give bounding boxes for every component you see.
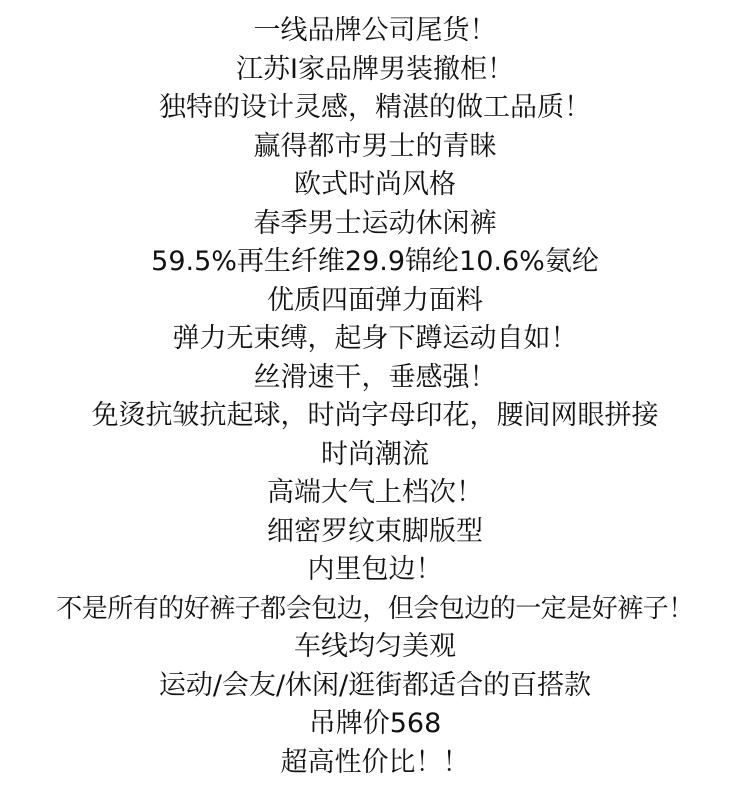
text-line-freedom-of-movement: 弹力无束缚，起身下蹲运动自如！: [172, 323, 578, 354]
text-line-counter-withdrawal: 江苏I家品牌男装撤柜！: [236, 53, 514, 85]
text-line-stitching: 车线均匀美观: [294, 631, 456, 662]
text-line-fabric-composition: 59.5%再生纤维29.9锦纶10.6%氨纶: [151, 246, 599, 277]
text-line-quick-dry: 丝滑速干，垂感强！: [253, 361, 497, 393]
text-line-hem-slogan: 不是所有的好裤子都会包边，但会包边的一定是好裤子！: [56, 593, 694, 624]
text-line-occasions: 运动/会友/休闲/逛街都适合的百搭款: [158, 669, 592, 701]
text-line-style: 欧式时尚风格: [294, 169, 456, 200]
text-line-design-quality: 独特的设计灵感，精湛的做工品质！: [159, 92, 591, 123]
product-description: [0, 12, 750, 782]
text-line-tag-price: 吊牌价568: [308, 708, 442, 739]
text-line-trendy: 时尚潮流: [321, 438, 429, 470]
text-line-stretch-fabric: 优质四面弹力面料: [267, 284, 483, 316]
text-line-premium: 高端大气上档次！: [267, 477, 483, 508]
text-line-features: 免烫抗皱抗起球，时尚字母印花，腰间网眼拼接: [91, 400, 659, 431]
text-line-urban-appeal: 赢得都市男士的青睐: [253, 130, 497, 162]
text-line-value: 超高性价比！！: [280, 746, 470, 778]
text-line-brand-stock: 一线品牌公司尾货！: [253, 15, 497, 46]
text-line-inner-hem: 内里包边！: [307, 554, 443, 585]
text-line-product-name: 春季男士运动休闲裤: [253, 207, 497, 239]
text-line-ribbed-cuffs: 细密罗纹束脚版型: [267, 515, 483, 547]
